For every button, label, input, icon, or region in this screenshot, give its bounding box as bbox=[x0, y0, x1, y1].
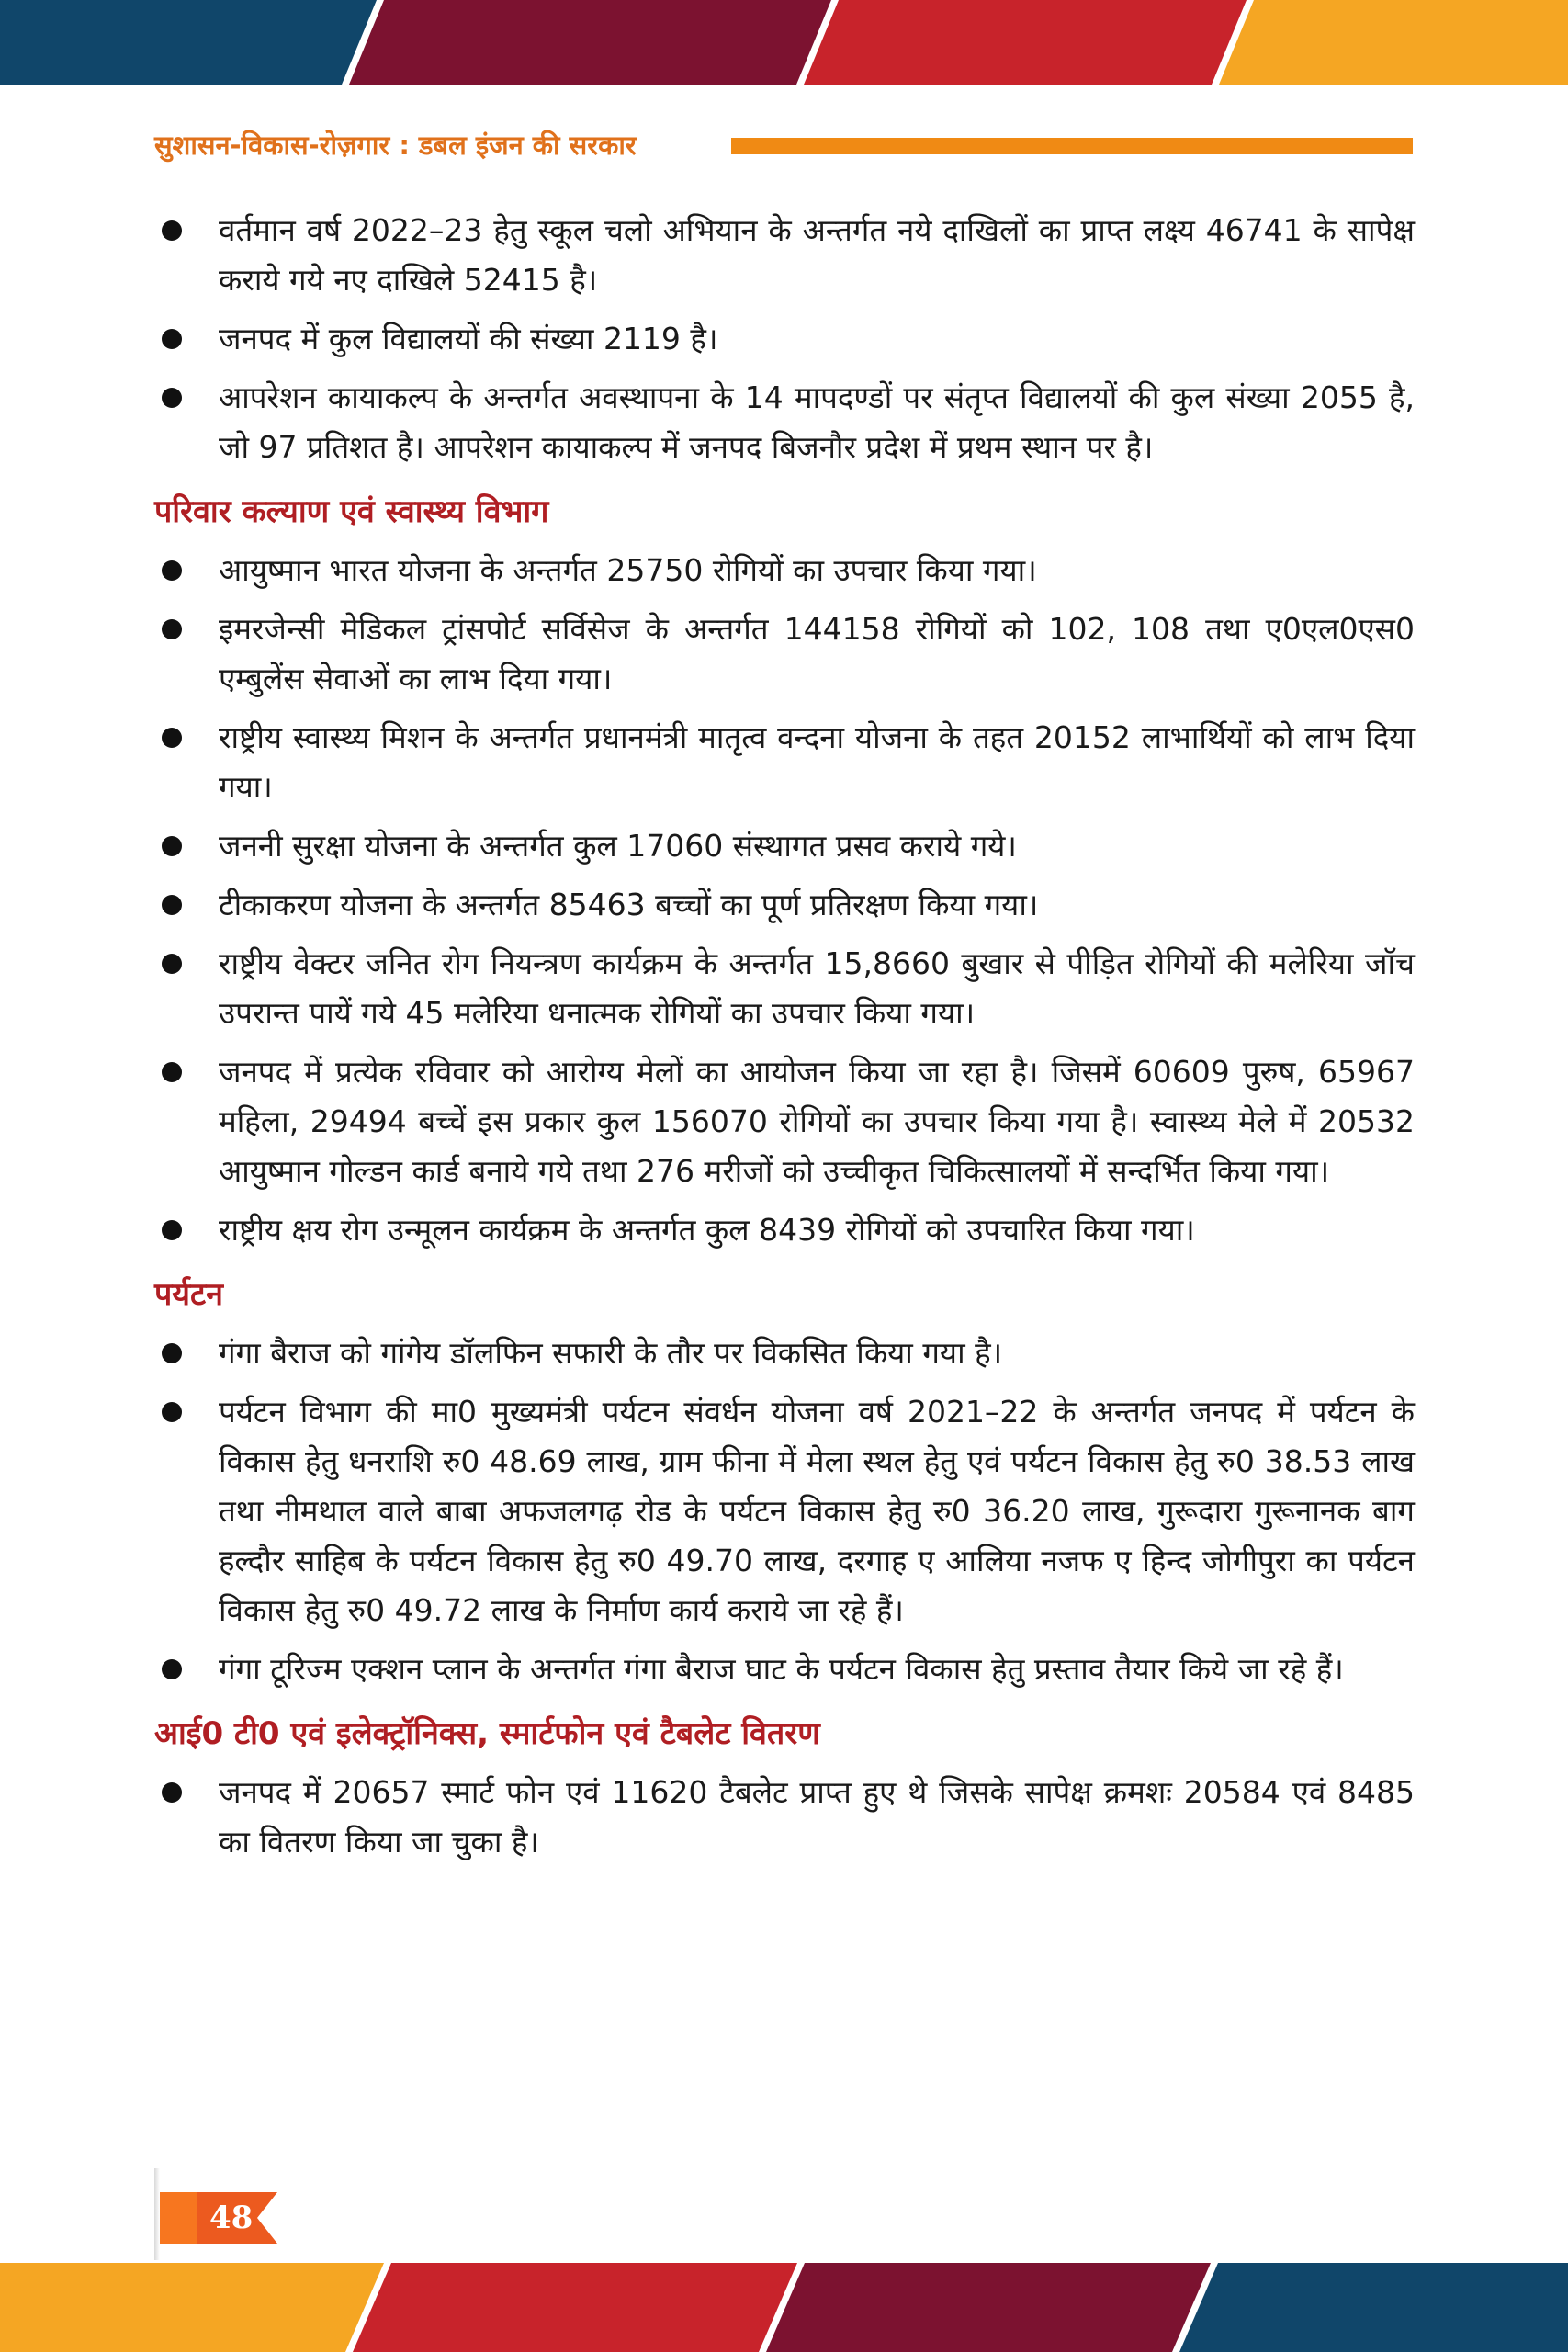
tourism-list bbox=[154, 1329, 1415, 1694]
bullet-icon bbox=[162, 1062, 182, 1082]
running-header-title: सुशासन-विकास-रोज़गार : डबल इंजन की सरकार bbox=[154, 130, 637, 161]
running-header bbox=[154, 127, 1413, 167]
list-item: जननी सुरक्षा योजना के अन्तर्गत कुल 17060 संस्थागत प्रसव कराये गये। bbox=[154, 821, 1415, 871]
bullet-icon bbox=[162, 1343, 182, 1363]
bullet-icon bbox=[162, 836, 182, 856]
bullet-icon bbox=[162, 220, 182, 241]
bullet-icon bbox=[162, 1659, 182, 1679]
list-item: जनपद में प्रत्येक रविवार को आरोग्य मेलों का आयोजन किया जा रहा है। जिसमें 60609 पुरुष, 65967 महिला, 29494 बच्चें इस प्रकार कुल 156070 रोगियों का उपचार किया गया है। स्वास्थ्य मेले में 20532 आयुष्मान गोल्डन कार्ड बनाये गये तथा 276 मरीजों को उच्चीकृत चिकित्सालयों में सन्दर्भित किया गया। bbox=[154, 1047, 1415, 1196]
bullet-icon bbox=[162, 895, 182, 915]
bottom-decorative-band bbox=[0, 2263, 1568, 2352]
list-item: आयुष्मान भारत योजना के अन्तर्गत 25750 रोगियों का उपचार किया गया। bbox=[154, 546, 1415, 595]
list-item: टीकाकरण योजना के अन्तर्गत 85463 बच्चों का पूर्ण प्रतिरक्षण किया गया। bbox=[154, 880, 1415, 930]
health-list bbox=[154, 546, 1415, 1255]
list-item: इमरजेन्सी मेडिकल ट्रांसपोर्ट सर्विसेज के अन्तर्गत 144158 रोगियों को 102, 108 तथा ए0एल0एस0 एम्बुलेंस सेवाओं का लाभ दिया गया। bbox=[154, 605, 1415, 704]
bullet-icon bbox=[162, 619, 182, 639]
list-item: गंगा बैराज को गांगेय डॉलफिन सफारी के तौर पर विकसित किया गया है। bbox=[154, 1329, 1415, 1378]
list-item: राष्ट्रीय वेक्टर जनित रोग नियन्त्रण कार्यक्रम के अन्तर्गत 15,8660 बुखार से पीड़ित रोगियों की मलेरिया जॉच उपरान्त पायें गये 45 मलेरिया धनात्मक रोगियों का उपचार किया गया। bbox=[154, 939, 1415, 1038]
list-item: गंगा टूरिज्म एक्शन प्लान के अन्तर्गत गंगा बैराज घाट के पर्यटन विकास हेतु प्रस्ताव तैयार किये जा रहे हैं। bbox=[154, 1645, 1415, 1694]
list-item: राष्ट्रीय स्वास्थ्य मिशन के अन्तर्गत प्रधानमंत्री मातृत्व वन्दना योजना के तहत 20152 लाभार्थियों को लाभ दिया गया। bbox=[154, 713, 1415, 812]
health-section-heading: परिवार कल्याण एवं स्वास्थ्य विभाग bbox=[154, 493, 549, 530]
bullet-icon bbox=[162, 1220, 182, 1240]
list-item: वर्तमान वर्ष 2022–23 हेतु स्कूल चलो अभियान के अन्तर्गत नये दाखिलों का प्राप्त लक्ष्य 46741 के सापेक्ष कराये गये नए दाखिले 52415 है। bbox=[154, 206, 1415, 305]
bullet-icon bbox=[162, 560, 182, 581]
intro-list bbox=[154, 206, 1415, 472]
header-rule bbox=[731, 138, 1413, 154]
list-item: जनपद में कुल विद्यालयों की संख्या 2119 है। bbox=[154, 314, 1415, 364]
bullet-icon bbox=[162, 1402, 182, 1422]
it-list bbox=[154, 1768, 1415, 1867]
it-section-heading: आई0 टी0 एवं इलेक्ट्रॉनिक्स, स्मार्टफोन एवं टैबलेट वितरण bbox=[154, 1715, 820, 1752]
list-item: जनपद में 20657 स्मार्ट फोन एवं 11620 टैबलेट प्राप्त हुए थे जिसके सापेक्ष क्रमशः 20584 एवं 8485 का वितरण किया जा चुका है। bbox=[154, 1768, 1415, 1867]
page-content bbox=[154, 206, 1415, 1876]
top-decorative-band bbox=[0, 0, 1568, 85]
bullet-icon bbox=[162, 1782, 182, 1803]
bullet-icon bbox=[162, 329, 182, 349]
bullet-icon bbox=[162, 388, 182, 408]
page-number-tab bbox=[160, 2192, 279, 2244]
page-number: 48 bbox=[209, 2199, 254, 2236]
list-item: राष्ट्रीय क्षय रोग उन्मूलन कार्यक्रम के अन्तर्गत कुल 8439 रोगियों को उपचारित किया गया। bbox=[154, 1205, 1415, 1255]
tourism-section-heading: पर्यटन bbox=[154, 1276, 224, 1313]
bullet-icon bbox=[162, 954, 182, 974]
list-item: आपरेशन कायाकल्प के अन्तर्गत अवस्थापना के 14 मापदण्डों पर संतृप्त विद्यालयों की कुल संख्या 2055 है, जो 97 प्रतिशत है। आपरेशन कायाकल्प में जनपद बिजनौर प्रदेश में प्रथम स्थान पर है। bbox=[154, 373, 1415, 472]
bullet-icon bbox=[162, 728, 182, 748]
list-item: पर्यटन विभाग की मा0 मुख्यमंत्री पर्यटन संवर्धन योजना वर्ष 2021–22 के अन्तर्गत जनपद में पर्यटन के विकास हेतु धनराशि रु0 48.69 लाख, ग्राम फीना में मेला स्थल हेतु एवं पर्यटन विकास हेतु रु0 38.53 लाख तथा नीमथाल वाले बाबा अफजलगढ़ रोड के पर्यटन विकास हेतु रु0 36.20 लाख, गुरूदारा गुरूनानक बाग हल्दौर साहिब के पर्यटन विकास हेतु रु0 49.70 लाख, दरगाह ए आलिया नजफ ए हिन्द जोगीपुरा का पर्यटन विकास हेतु रु0 49.72 लाख के निर्माण कार्य कराये जा रहे हैं। bbox=[154, 1387, 1415, 1635]
